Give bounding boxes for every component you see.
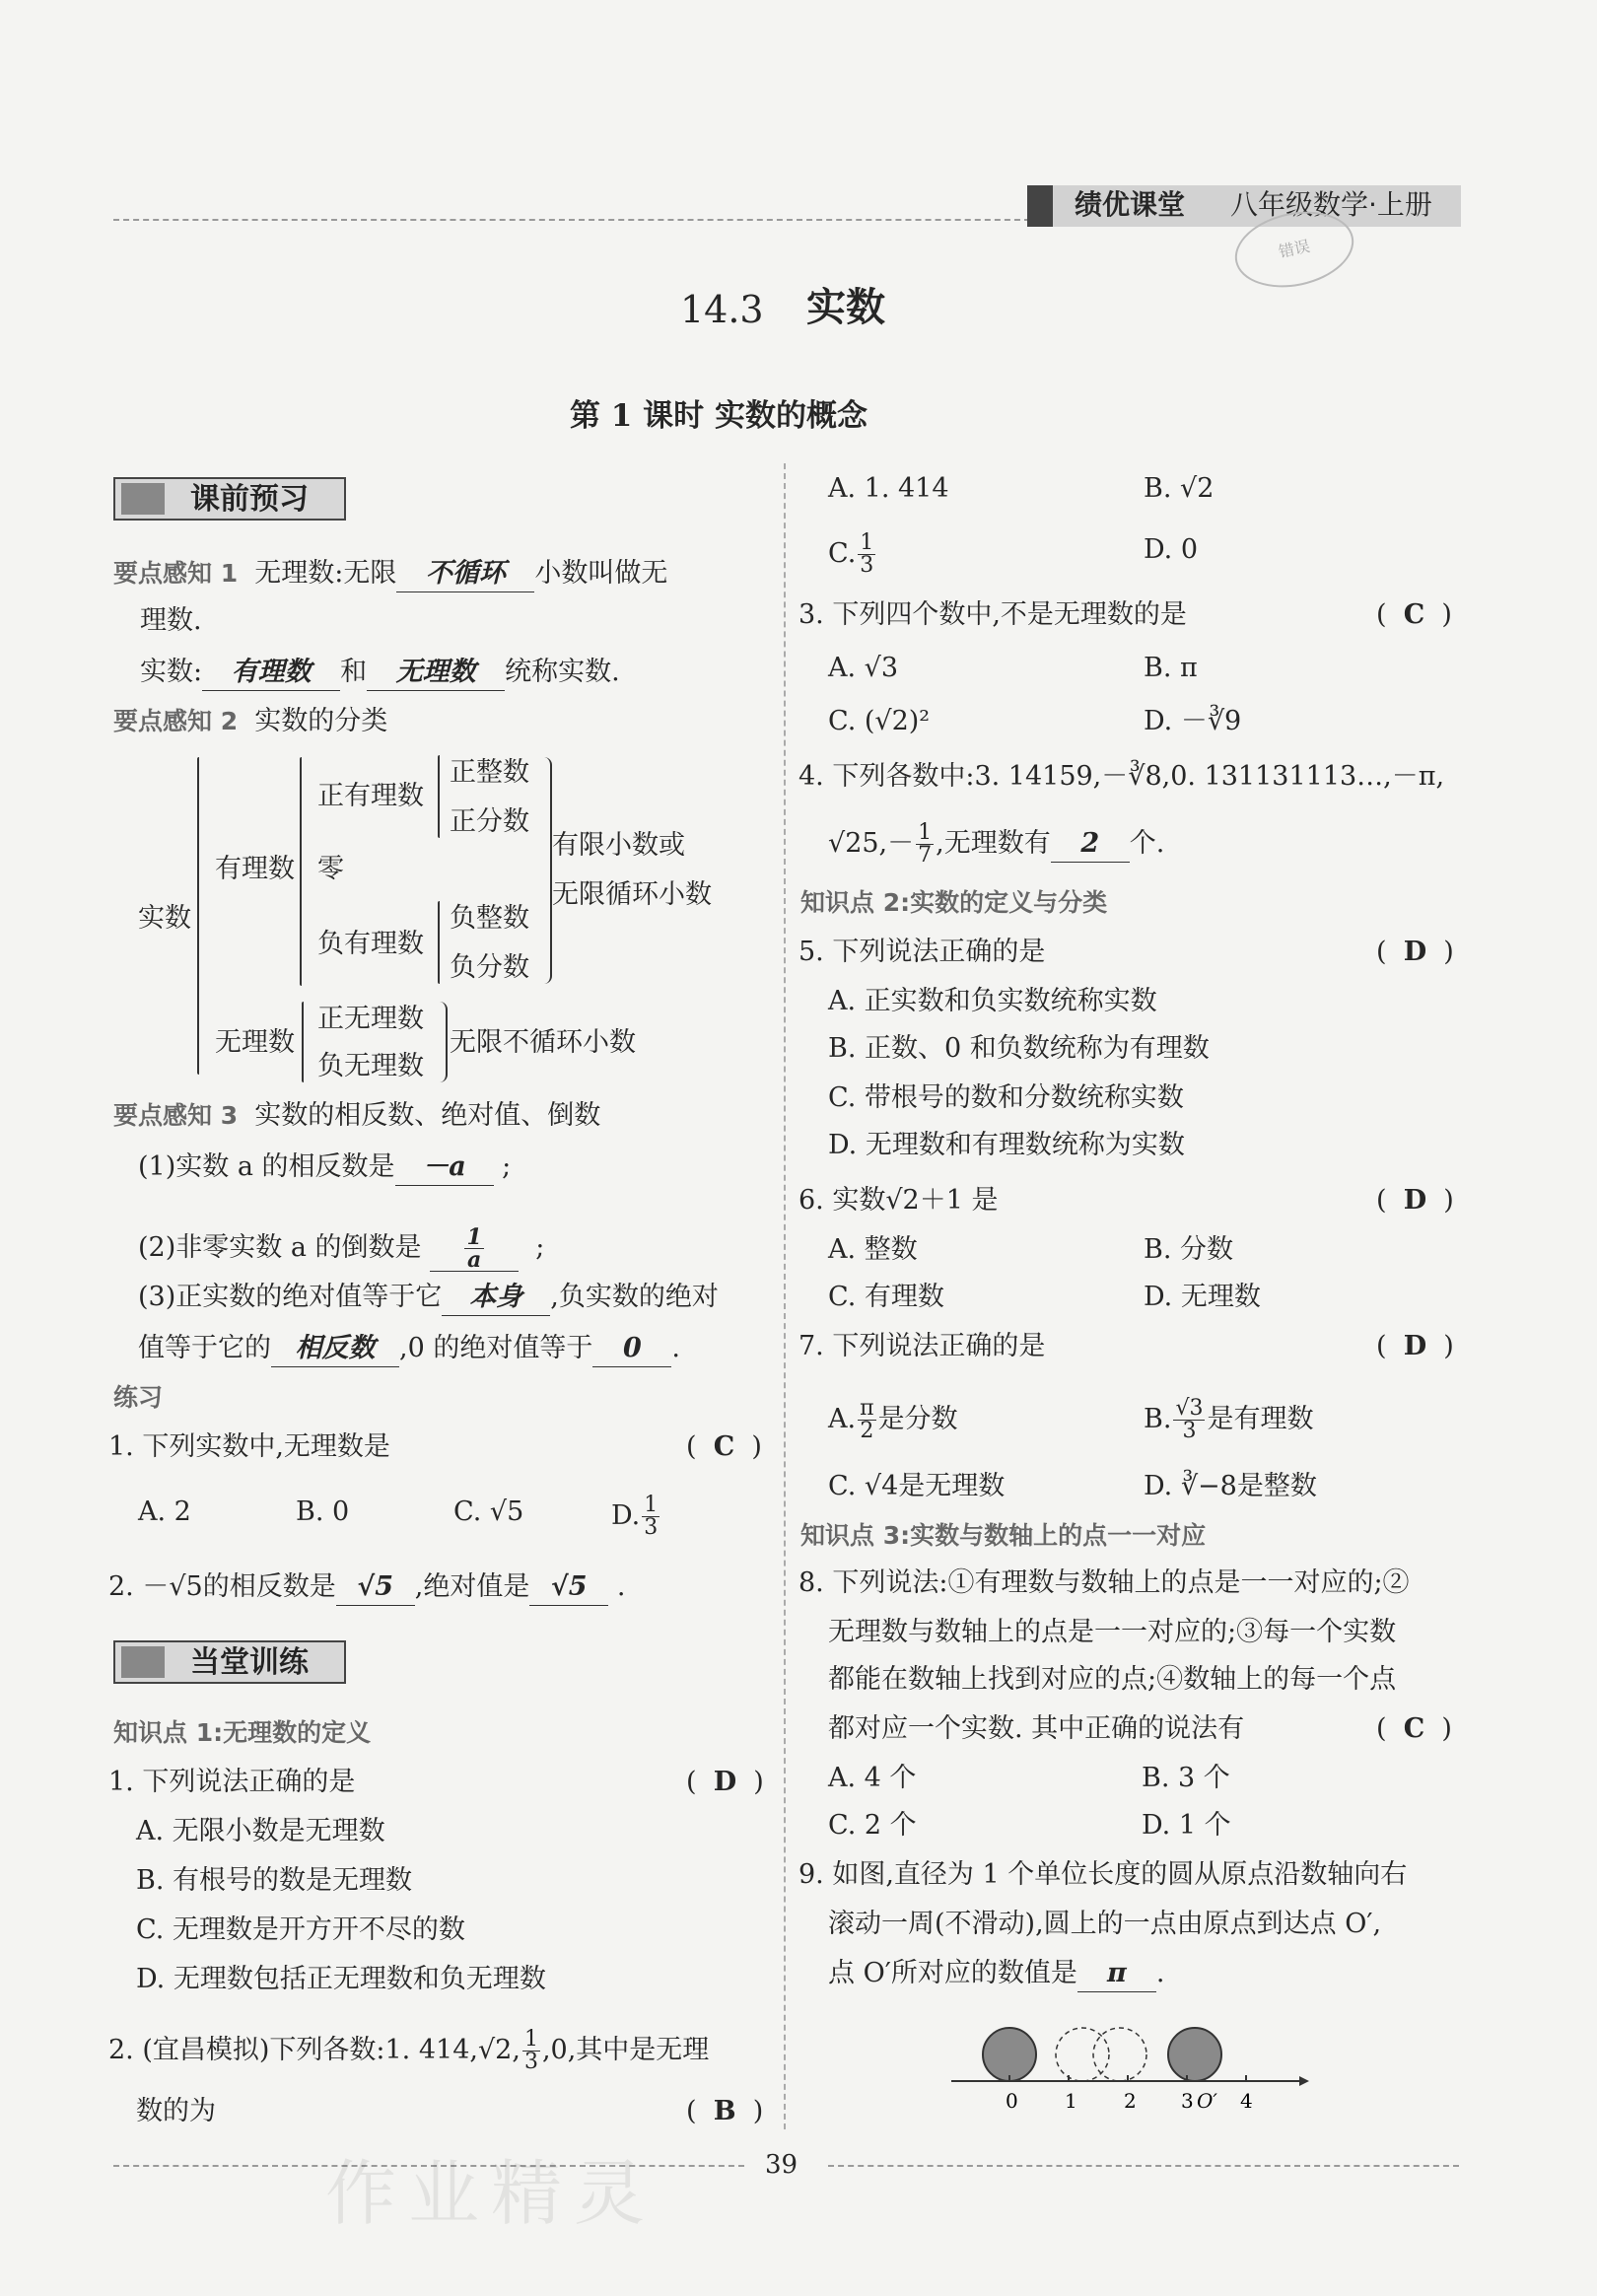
section-training: 当堂训练 [113,1640,346,1684]
point-3-1: (1)实数 a 的相反数是 －a ; [138,1149,511,1186]
q8-option-c: C. 2 个 [828,1810,917,1841]
tick-4: 4 [1240,2089,1253,2110]
knowledge-point-3: 知识点 3:实数与数轴上的点一一对应 [800,1521,1207,1550]
header-rule [113,219,1030,221]
q3-option-d: D. －∛9 [1144,706,1242,736]
q8-answer: ( C ) [1376,1713,1452,1744]
brace-infinite [440,1002,448,1082]
practice-label: 练习 [113,1383,164,1412]
notebook-icon [121,1646,165,1678]
q8-option-a: A. 4 个 [828,1763,917,1793]
t2-answer: ( B ) [686,2096,764,2126]
t1-option-c: C. 无理数是开方开不尽的数 [136,1914,465,1945]
q5-option-b: B. 正数、0 和负数统称为有理数 [828,1033,1210,1064]
book-title: 八年级数学·上册 [1230,188,1432,221]
q8-option-d: D. 1 个 [1142,1810,1231,1841]
page-title: 实数 [806,285,885,330]
tree-finite-2: 无限循环小数 [552,879,712,910]
q6-option-d: D. 无理数 [1144,1282,1261,1312]
tree-neg-int: 负整数 [450,903,529,934]
lesson-subtitle: 第 1 课时 实数的概念 [570,398,868,434]
q3-option-b: B. π [1144,653,1198,683]
tick-o-prime: O′ [1197,2089,1217,2110]
stamp: 错误 [1228,201,1361,298]
tree-irrational: 无理数 [215,1027,295,1058]
q2: 2. －√5的相反数是 √5 ,绝对值是 √5 . [108,1569,626,1606]
tree-neg-irr: 负无理数 [317,1051,424,1081]
t1-option-a: A. 无限小数是无理数 [136,1816,385,1846]
tick-0: 0 [1006,2089,1018,2110]
page-number: 39 [765,2150,798,2180]
q4-line-2: √25,－ $\frac{1}{7}$ ,无理数有 2 个. [828,820,1165,868]
brace-rational [300,757,302,986]
tree-neg-frac: 负分数 [450,952,529,983]
brace-pos [438,755,440,838]
knowledge-point-1: 知识点 1:无理数的定义 [113,1718,372,1747]
q6-option-c: C. 有理数 [828,1282,944,1312]
q5-option-a: A. 正实数和负实数统称实数 [828,986,1157,1016]
section-preview: 课前预习 [113,477,346,521]
q6-text: 6. 实数√2＋1 是 [798,1185,999,1216]
q9-line-3: 点 O′所对应的数值是 π . [828,1956,1164,1992]
q9-line-2: 滚动一周(不滑动),圆上的一点由原点到达点 O′, [828,1909,1382,1939]
tree-finite-1: 有限小数或 [552,830,685,861]
tick-3: 3 [1181,2089,1194,2110]
q5-option-d: D. 无理数和有理数统称为实数 [828,1130,1185,1160]
q7-answer: ( D ) [1376,1331,1454,1361]
tree-pos-rational: 正有理数 [317,781,424,811]
brace-irr [302,1002,304,1082]
q6-option-b: B. 分数 [1144,1234,1234,1265]
circle-start [983,2028,1036,2081]
number-line-figure [946,2021,1311,2110]
tree-rational: 有理数 [215,854,295,884]
q3-text: 3. 下列四个数中,不是无理数的是 [798,599,1187,630]
tree-root: 实数 [138,903,191,934]
point-3-2: (2)非零实数 a 的倒数是 $\frac{1}{a}$ ; [138,1224,545,1273]
q1-text: 1. 下列实数中,无理数是 [108,1431,390,1462]
q5-answer: ( D ) [1376,937,1454,967]
point-2: 要点感知 2 实数的分类 [113,706,388,736]
point-3-4: 值等于它的 相反数 ,0 的绝对值等于 0 . [138,1331,680,1367]
header-band [1027,185,1461,227]
t1-text: 1. 下列说法正确的是 [108,1767,356,1797]
q1-option-a: A. 2 [138,1496,191,1527]
r-option-b: B. √2 [1144,473,1215,504]
q6-answer: ( D ) [1376,1185,1454,1216]
q5-option-c: C. 带根号的数和分数统称实数 [828,1082,1184,1113]
pencil-icon [121,483,165,515]
q9-line-1: 9. 如图,直径为 1 个单位长度的圆从原点沿数轴向右 [798,1859,1408,1890]
t1-option-d: D. 无理数包括正无理数和负无理数 [136,1964,546,1994]
q4-line-1: 4. 下列各数中:3. 14159,－∛8,0. 131131113…,－π, [798,761,1445,792]
tree-pos-irr: 正无理数 [317,1004,424,1034]
t1-option-b: B. 有根号的数是无理数 [136,1865,413,1896]
q8-line-2: 无理数与数轴上的点是一一对应的;③每一个实数 [828,1617,1397,1647]
circle-end [1168,2028,1221,2081]
q3-option-c: C. (√2)² [828,706,931,736]
q1-option-d: D. $\frac{1}{3}$ [611,1493,659,1540]
brace-neg [438,901,440,984]
q1-option-b: B. 0 [296,1496,350,1527]
tick-2: 2 [1124,2089,1137,2110]
point-3-3: (3)正实数的绝对值等于它 本身 ,负实数的绝对 [138,1280,719,1316]
q8-line-3: 都能在数轴上找到对应的点;④数轴上的每一个点 [828,1664,1397,1695]
q7-option-b: B. $\frac{√3}{3}$ 是有理数 [1144,1396,1314,1443]
r-option-a: A. 1. 414 [828,473,949,504]
q7-option-a: A. $\frac{\pi}{2}$ 是分数 [828,1396,958,1443]
point-1b: 实数: 有理数 和 无理数 统称实数. [140,655,620,691]
tick-1: 1 [1065,2089,1077,2110]
point-1-cont: 理数. [140,605,202,636]
q7-option-c: C. √4是无理数 [828,1471,1006,1501]
watermark: 作业精灵 [325,2152,658,2235]
brace-finite [544,757,552,984]
tree-pos-frac: 正分数 [450,806,529,837]
r-option-c: C. $\frac{1}{3}$ [828,530,874,578]
q7-text: 7. 下列说法正确的是 [798,1331,1046,1361]
brace-root [197,757,199,1075]
tree-pos-int: 正整数 [450,757,529,788]
q5-text: 5. 下列说法正确的是 [798,937,1046,967]
q8-option-b: B. 3 个 [1142,1763,1230,1793]
t2-cont: 数的为 [136,2096,216,2126]
axis-arrow [1299,2076,1309,2086]
footer-rule-right [828,2165,1459,2167]
q1-answer: ( C ) [686,1431,762,1462]
q8-line-1: 8. 下列说法:①有理数与数轴上的点是一一对应的;② [798,1567,1410,1598]
knowledge-point-2: 知识点 2:实数的定义与分类 [800,888,1108,917]
brand: 绩优课堂 [1075,188,1186,221]
q8-line-4: 都对应一个实数. 其中正确的说法有 [828,1713,1245,1744]
section-number: 14.3 [680,288,764,331]
t2: 2. (宜昌模拟)下列各数:1. 414,√2, $\frac{1}{3}$ ,0,其中是无理 [108,2027,710,2074]
q3-answer: ( C ) [1376,599,1452,630]
tree-neg-rational: 负有理数 [317,929,424,959]
q6-option-a: A. 整数 [828,1234,918,1265]
t1-answer: ( D ) [686,1767,764,1797]
point-1: 要点感知 1 无理数:无限 不循环 小数叫做无 [113,556,667,592]
q7-option-d: D. ∛−8是整数 [1144,1471,1317,1501]
q1-option-c: C. √5 [453,1496,524,1527]
q3-option-a: A. √3 [828,653,899,683]
point-3: 要点感知 3 实数的相反数、绝对值、倒数 [113,1100,601,1131]
r-option-d: D. 0 [1144,534,1199,565]
column-divider [784,463,786,2129]
tree-infinite: 无限不循环小数 [450,1027,636,1058]
tree-zero: 零 [317,854,344,884]
